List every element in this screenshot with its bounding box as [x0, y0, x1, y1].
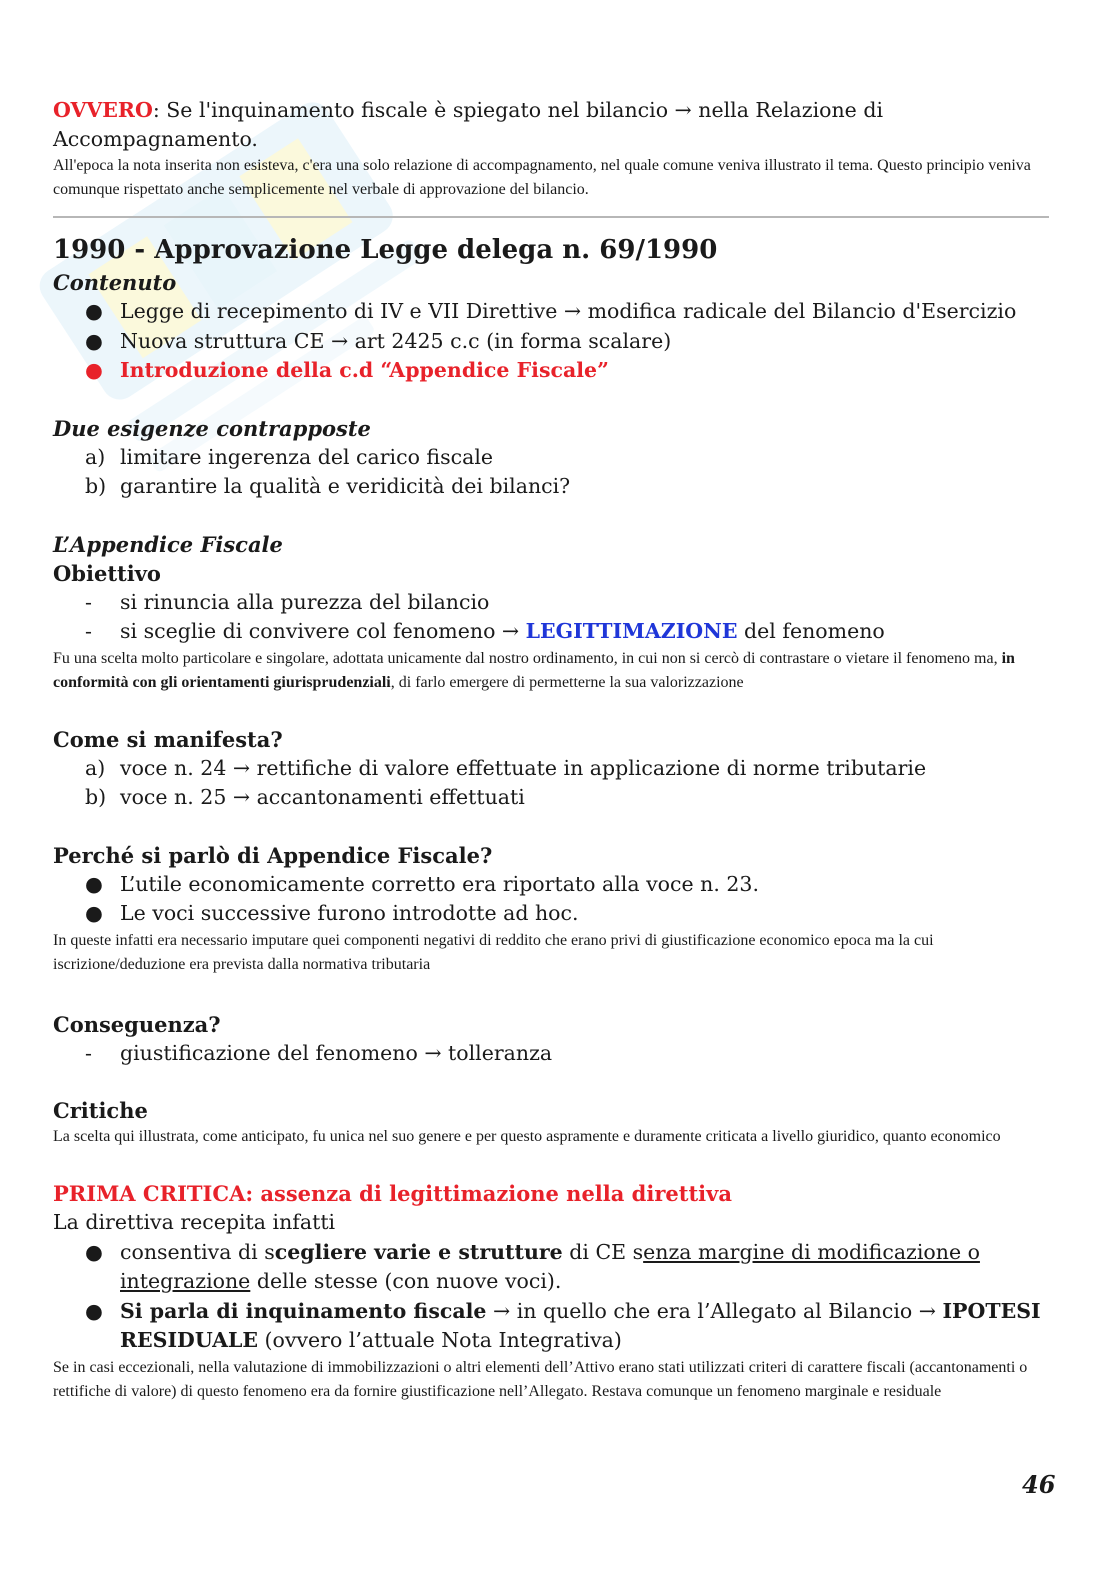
list-item-text: del fenomeno [737, 619, 885, 643]
list-item [53, 588, 1063, 618]
conseguenza-list [53, 1039, 1063, 1069]
list-item [53, 1238, 1063, 1297]
contenuto-list [53, 297, 1063, 386]
legittimazione-text: LEGITTIMAZIONE [525, 619, 738, 643]
section-title-1990: 1990 - Approvazione Legge delega n. 69/1990 [53, 235, 718, 265]
list-item [53, 870, 1063, 900]
prima-critica-note: Se in casi eccezionali, nella valutazione di immobilizzazioni o altri elementi dell’Attivo erano stati utilizzati criteri di carattere fiscali (accantonamenti o rettifiche di valore) di questo fenomeno era da fornire giustificazione nell’Allegato. Restava comunque un fenomeno marginale e residuale [53, 1358, 1028, 1400]
page-content [53, 96, 1063, 1404]
ovvero-label: OVVERO [53, 98, 153, 122]
list-item-bold: Si parla di inquinamento fiscale [120, 1298, 487, 1323]
obiettivo-list [53, 588, 1063, 647]
dash-icon: - [85, 619, 92, 643]
prima-critica-list [53, 1238, 1063, 1356]
list-item-text: delle stesse (con nuove voci). [250, 1269, 562, 1293]
page-number: 46 [1022, 1470, 1056, 1499]
list-marker: b) [85, 785, 107, 809]
manifesta-list [53, 754, 1063, 813]
ovvero-text: : Se l'inquinamento fiscale è spiegato nel bilancio → nella Relazione di Accompagnamento. [53, 98, 884, 151]
list-item-text: giustificazione del fenomeno → tolleranza [120, 1040, 553, 1065]
prima-critica-lead: La direttiva recepita infatti [53, 1210, 336, 1234]
perche-note: In queste infatti era necessario imputare quei componenti negativi di reddito che erano privi di giustificazione economico epoca ma la cui iscrizione/deduzione era prevista dalla normativa tributaria [53, 931, 934, 973]
list-item [53, 899, 1063, 929]
list-item-underlined: enza margine di modificazione o integrazione [120, 1239, 980, 1293]
list-item-bold: cegliere varie e strutture [274, 1239, 563, 1264]
list-item-text: Introduzione della c.d “Appendice Fiscale” [120, 358, 609, 382]
list-item-bold: IPOTESI RESIDUALE [120, 1298, 1041, 1352]
list-item [53, 472, 1063, 502]
esigenze-list [53, 443, 1063, 502]
ovvero-line [53, 96, 1063, 154]
dash-icon: - [85, 1040, 92, 1065]
list-item-text: si rinuncia alla purezza del bilancio [120, 589, 490, 614]
obiettivo-heading: Obiettivo [53, 560, 161, 586]
list-item-text: (ovvero l’attuale Nota Integrativa) [258, 1328, 622, 1352]
note-bold-text: in conformità con gli orientamenti giurisprudenziali [53, 649, 1015, 691]
list-item [53, 617, 1063, 647]
list-item [53, 327, 1063, 357]
list-item-text: → in quello che era l’Allegato al Bilancio → [486, 1298, 943, 1323]
list-item [53, 297, 1063, 327]
list-item-text: Nuova struttura CE → art 2425 c.c (in forma scalare) [120, 328, 672, 353]
list-item [53, 1039, 1063, 1069]
list-item-text: consentiva di s [120, 1239, 275, 1264]
list-item-text: di CE s [562, 1239, 644, 1264]
critiche-heading: Critiche [53, 1098, 148, 1123]
list-item [53, 1297, 1063, 1356]
list-item-text: voce n. 25 → accantonamenti effettuati [120, 785, 525, 809]
list-item [53, 356, 1063, 386]
bullet-icon: ● [85, 1239, 103, 1264]
list-item-text: garantire la qualità e veridicità dei bilanci? [120, 474, 571, 498]
perche-list [53, 870, 1063, 929]
list-item [53, 783, 1063, 813]
note-text: , di farlo emergere di permetterne la sua valorizzazione [390, 673, 744, 691]
list-item-text: Legge di recepimento di IV e VII Direttive → modifica radicale del Bilancio d'Esercizio [120, 299, 1017, 323]
note-text: Fu una scelta molto particolare e singolare, adottata unicamente dal nostro ordinamento, in cui non si cercò di contrastare o vietare il fenomeno ma, [53, 649, 1002, 667]
critiche-note: La scelta qui illustrata, come anticipato, fu unica nel suo genere e per questo aspramente e duramente criticata a livello giuridico, quanto economico [53, 1128, 1001, 1145]
appendice-note [53, 647, 1063, 695]
list-item-text: si sceglie di convivere col fenomeno → [120, 619, 526, 643]
horizontal-rule [53, 216, 1049, 218]
bullet-icon: ● [85, 871, 103, 896]
list-item-text: voce n. 24 → rettifiche di valore effettuate in applicazione di norme tributarie [120, 755, 927, 780]
list-item-text: limitare ingerenza del carico fiscale [120, 444, 494, 469]
dash-icon: - [85, 589, 92, 614]
list-marker: a) [85, 444, 106, 469]
list-item-text: Le voci successive furono introdotte ad hoc. [120, 901, 579, 925]
conseguenza-heading: Conseguenza? [53, 1011, 221, 1037]
bullet-icon: ● [85, 328, 103, 353]
list-marker: a) [85, 755, 106, 780]
bullet-icon: ● [85, 358, 103, 382]
appendice-heading: L’Appendice Fiscale [53, 531, 283, 557]
list-item [53, 443, 1063, 473]
manifesta-heading: Come si manifesta? [53, 726, 283, 752]
bullet-icon: ● [85, 901, 103, 925]
prima-critica-heading: PRIMA CRITICA: assenza di legittimazione nella direttiva [53, 1181, 732, 1206]
bullet-icon: ● [85, 299, 103, 323]
intro-note: All'epoca la nota inserita non esisteva, c'era una solo relazione di accompagnamento, nel quale comune veniva illustrato il tema. Questo principio veniva comunque rispettato anche semplicemente nel verbale di approvazione del bilancio. [53, 157, 1031, 198]
contenuto-heading: Contenuto [53, 270, 177, 295]
bullet-icon: ● [85, 1298, 103, 1323]
list-marker: b) [85, 474, 107, 498]
list-item [53, 754, 1063, 784]
perche-heading: Perché si parlò di Appendice Fiscale? [53, 842, 493, 868]
list-item-text: L’utile economicamente corretto era riportato alla voce n. 23. [120, 871, 759, 896]
esigenze-heading: Due esigenze contrapposte [53, 415, 371, 441]
